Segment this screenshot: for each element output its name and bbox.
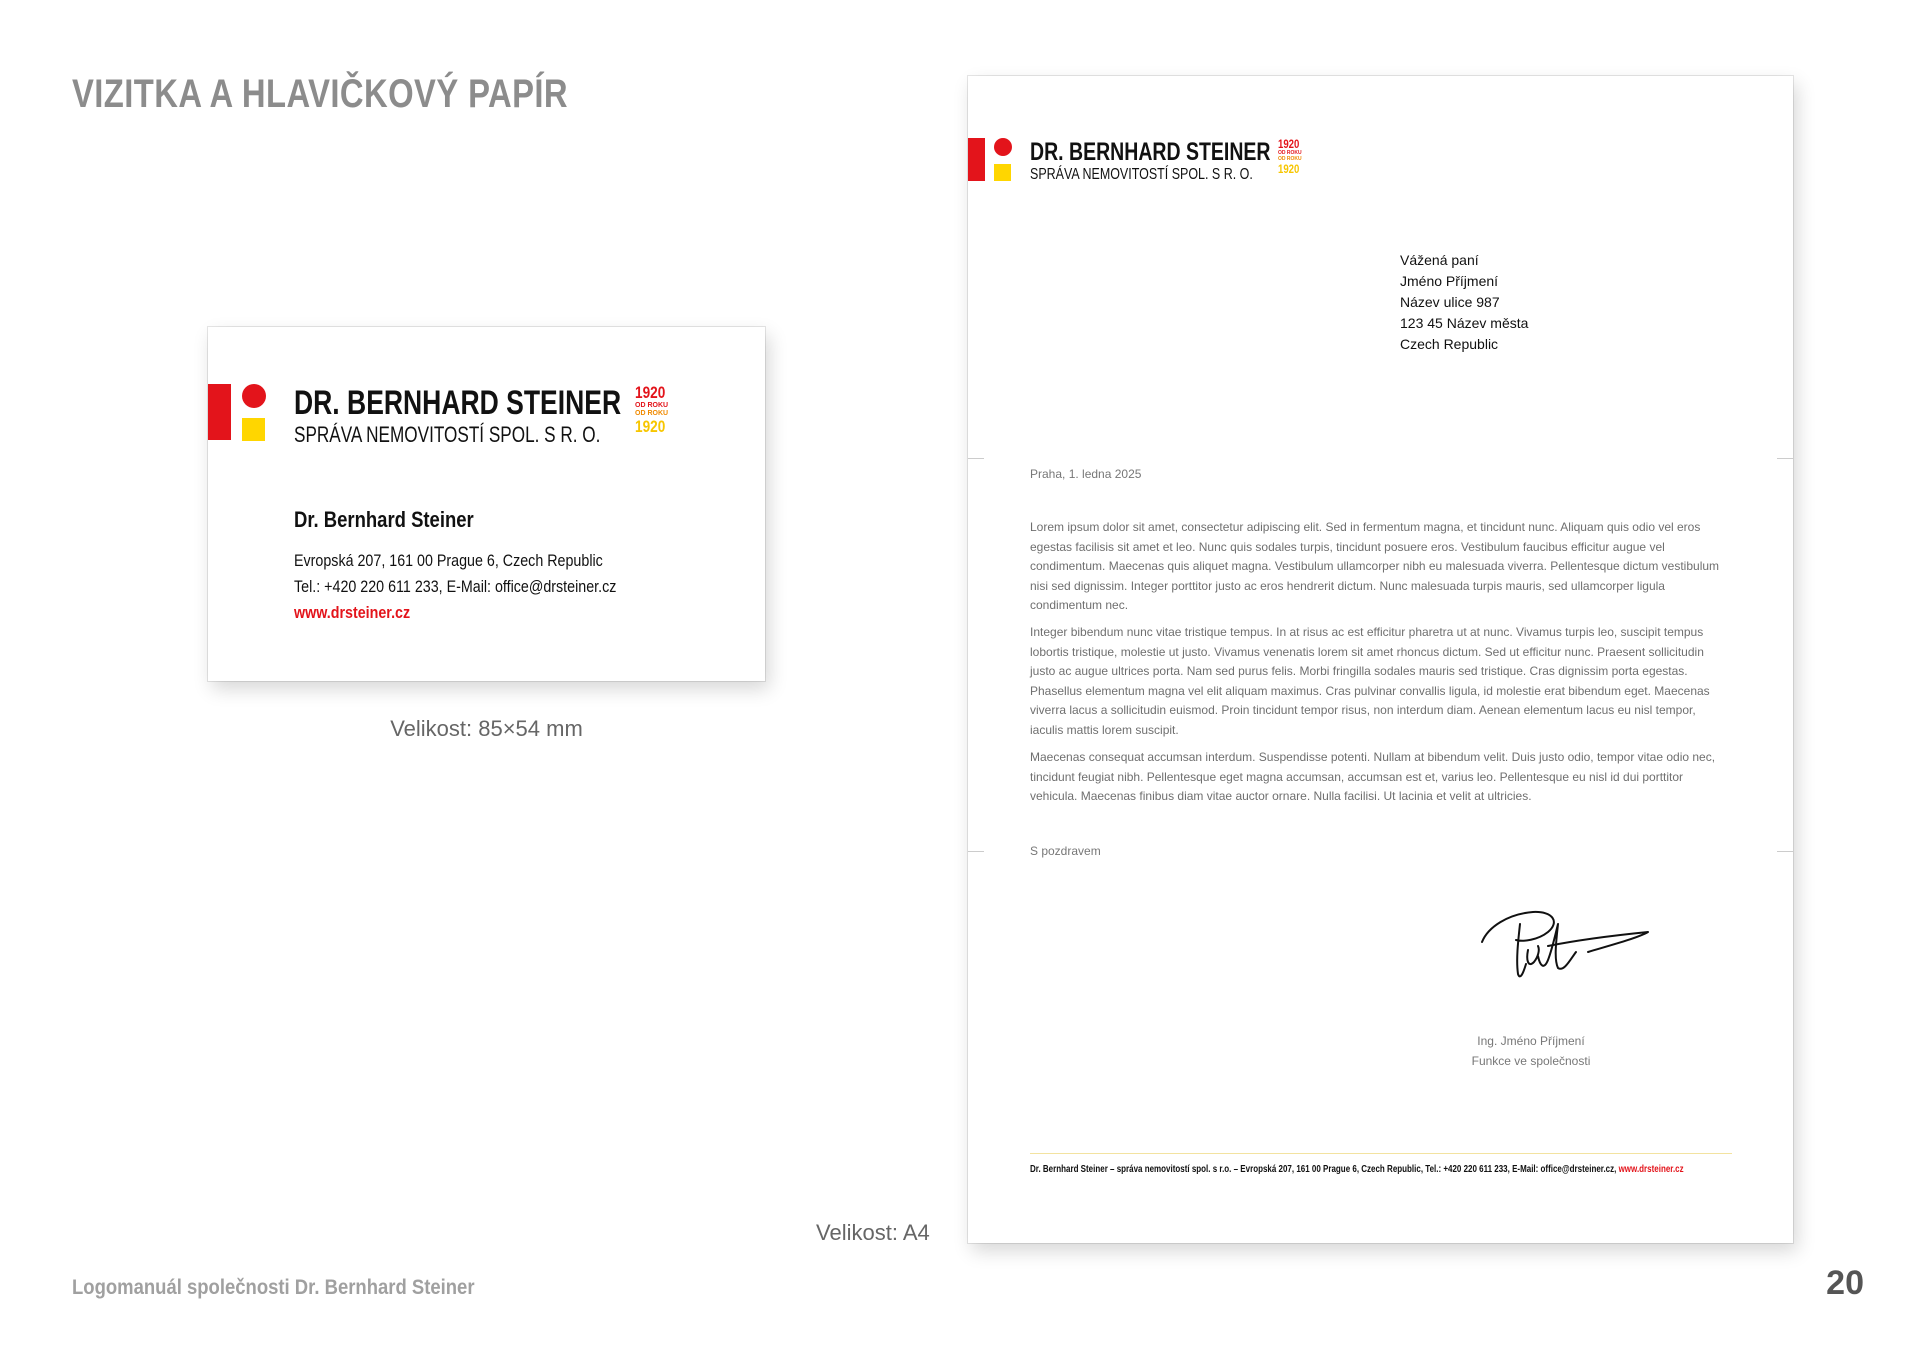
footer-divider [1030, 1153, 1732, 1154]
letterhead-sheet [968, 76, 1793, 1243]
page-footer: Logomanuál společnosti Dr. Bernhard Steiner [72, 1276, 475, 1299]
business-card [208, 327, 765, 681]
card-person-name: Dr. Bernhard Steiner [294, 507, 474, 532]
logo-since-od2: OD ROKU [635, 410, 669, 417]
logo-yellow-square [242, 418, 265, 441]
sheet-size-caption: Velikost: A4 [816, 1220, 930, 1245]
logo-company-subtitle: SPRÁVA NEMOVITOSTÍ SPOL. S R. O. [1030, 166, 1253, 183]
page-title: VIZITKA A HLAVIČKOVÝ PAPÍR [72, 72, 568, 116]
letter-paragraph: Lorem ipsum dolor sit amet, consectetur adipiscing elit. Sed in fermentum magna, et tincidunt nunc. Aliquam quis odio vel eros egestas facilisis sit amet et leo. Nunc quis sodales turpis, tincidunt posuere eros. Vestibulum faucibus efficitur augue vel condimentum. Maecenas quis aliquet magna. Vestibulum ullamcorper nibh eu malesuada viverra. Pellentesque dictum vestibulum nisi sed dignissim. Integer porttitor justo ac eros hendrerit dictum. Nunc malesuada turpis mauris, sed ullamcorper ligula condimentum nec. [1030, 520, 1720, 612]
recipient-line: Jméno Příjmení [1400, 273, 1499, 289]
logo-company-name: DR. BERNHARD STEINER [294, 384, 622, 422]
recipient-line: 123 45 Název města [1400, 315, 1529, 331]
fold-mark [1777, 458, 1793, 459]
logo-red-bar [208, 384, 231, 440]
card-address: Evropská 207, 161 00 Prague 6, Czech Republic [294, 551, 603, 570]
signer-name: Ing. Jméno Příjmení [1477, 1034, 1585, 1048]
recipient-address [1400, 250, 1528, 355]
logo-company-subtitle: SPRÁVA NEMOVITOSTÍ SPOL. S R. O. [294, 422, 601, 447]
logo-since-od1: OD ROKU [635, 402, 669, 409]
logo-red-dot [994, 138, 1012, 156]
logo-since-year-bottom: 1920 [1278, 162, 1300, 176]
letter-footer-text: Dr. Bernhard Steiner – správa nemovitostí spol. s r.o. – Evropská 207, 161 00 Prague 6, Czech Republic, Tel.: +420 220 611 233, E-Mail: office@drsteiner.cz, [1030, 1164, 1619, 1175]
logo-red-bar [968, 138, 985, 181]
sheet-logo [968, 138, 1308, 186]
fold-mark [968, 851, 984, 852]
logo-red-dot [242, 384, 266, 408]
card-contact: Tel.: +420 220 611 233, E-Mail: office@drsteiner.cz [294, 577, 617, 596]
recipient-line: Název ulice 987 [1400, 294, 1500, 310]
signature-image [1478, 902, 1658, 992]
recipient-line: Vážená paní [1400, 252, 1479, 268]
letter-footer-web-link[interactable]: www.drsteiner.cz [1618, 1164, 1684, 1175]
letter-date: Praha, 1. ledna 2025 [1030, 467, 1142, 481]
logo-since-year-top: 1920 [1278, 137, 1300, 151]
logo-yellow-square [994, 164, 1011, 181]
fold-mark [968, 458, 984, 459]
logo-since-year-bottom: 1920 [635, 417, 666, 436]
fold-mark [1777, 851, 1793, 852]
logo-since-od1: OD ROKU [1278, 150, 1302, 156]
card-size-caption: Velikost: 85×54 mm [390, 716, 583, 741]
logo-since-year-top: 1920 [635, 383, 666, 402]
recipient-line: Czech Republic [1400, 336, 1499, 352]
logo-since-badge [1278, 138, 1305, 175]
logo-since-od2: OD ROKU [1278, 156, 1302, 162]
page-number: 20 [1826, 1264, 1864, 1302]
logo-since-badge [635, 384, 673, 435]
card-web-link[interactable]: www.drsteiner.cz [294, 603, 411, 622]
letter-paragraph: Maecenas consequat accumsan interdum. Suspendisse potenti. Nullam at bibendum velit. Duis justo odio, tempor vitae odio nec, tincidunt feugiat nibh. Pellentesque eget magna accumsan, accumsan est et, varius leo. Pellentesque eu nisl id dui porttitor vehicula. Maecenas finibus diam vitae auctor ornare. Nulla facilisi. Ut lacinia et velit at ultricies. [1030, 750, 1716, 803]
signer-role: Funkce ve společnosti [1471, 1054, 1591, 1068]
logo-company-name: DR. BERNHARD STEINER [1030, 138, 1271, 166]
letter-closing: S pozdravem [1030, 844, 1101, 858]
letter-paragraph: Integer bibendum nunc vitae tristique tempus. In at risus ac est efficitur pharetra ut at nunc. Vivamus turpis leo, suscipit tempus lobortis tristique, molestie ut justo. Vivamus venenatis lorem sit amet rhoncus dictum. Sed ut efficitur nunc. Praesent sollicitudin justo ac augue ultrices porta. Nam sed purus felis. Morbi fringilla sodales mauris sed tristique. Cras dignissim porta egestas. Phasellus elementum magna vel elit aliquam maximus. Cras pulvinar convallis ligula, id molestie erat bibendum eget. Maecenas viverra lacus a sollicitudin euismod. Proin tincidunt tempor risus, non interdum diam. Aenean elementum lacus eu nisl tempor, iaculis mattis lorem suscipit. [1030, 625, 1710, 737]
card-logo [208, 384, 688, 449]
letter-footer [1030, 1164, 1684, 1175]
